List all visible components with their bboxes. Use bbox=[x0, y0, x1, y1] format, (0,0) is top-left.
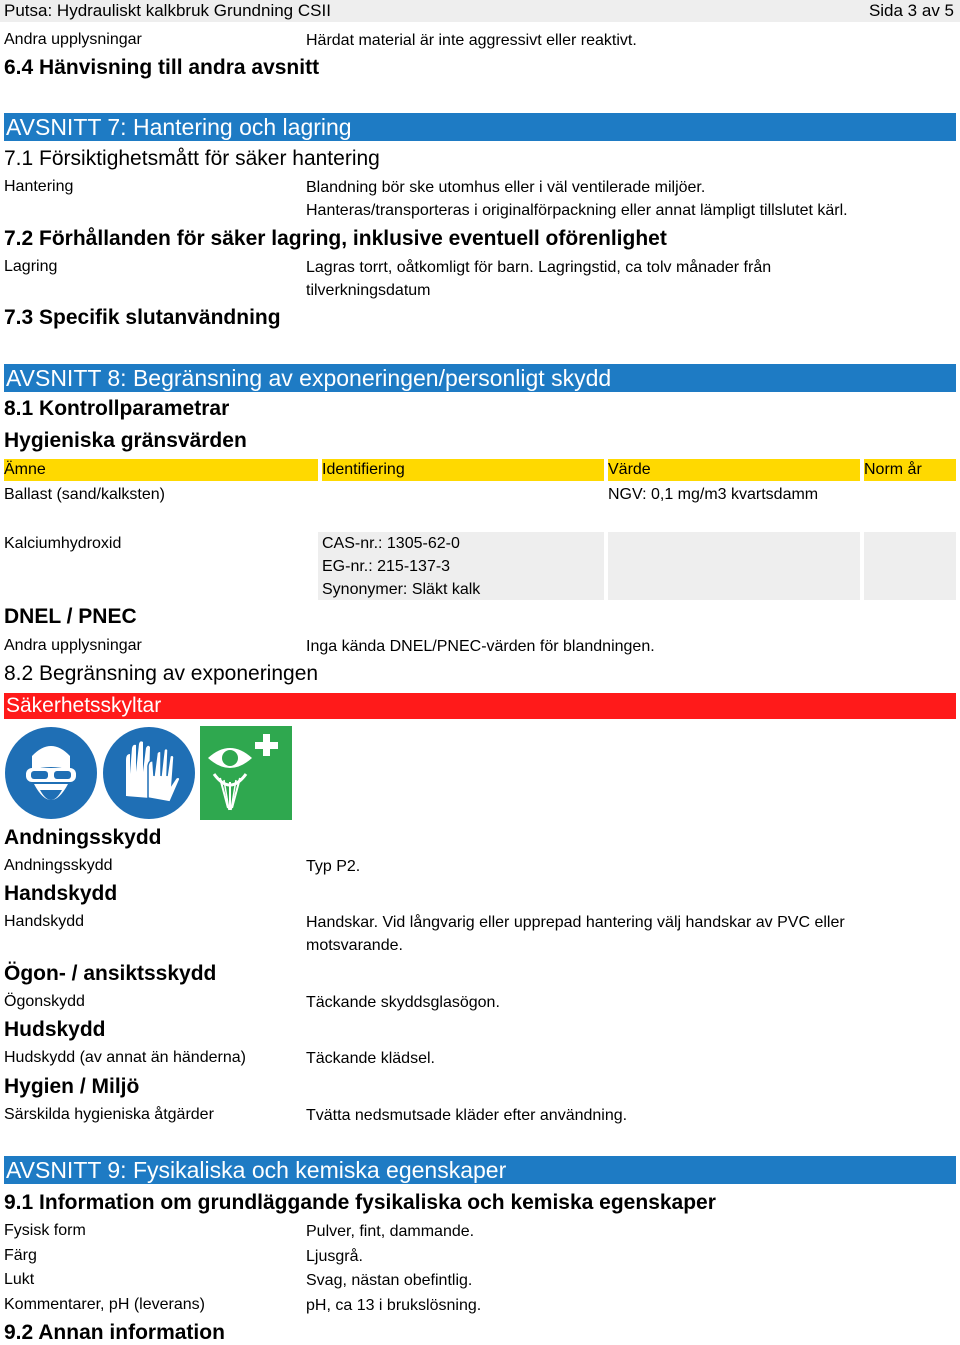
row1-substance: Ballast (sand/kalksten) bbox=[4, 486, 165, 503]
document-title: Putsa: Hydrauliskt kalkbruk Grundning CSII bbox=[4, 1, 331, 20]
prop-value: pH, ca 13 i brukslösning. bbox=[306, 1297, 482, 1314]
s8-skin-value: Täckande klädsel. bbox=[306, 1050, 435, 1067]
section9-banner: AVSNITT 9: Fysikaliska och kemiska egenskaper bbox=[4, 1156, 956, 1184]
s9-h91: 9.1 Information om grundläggande fysikaliska och kemiska egenskaper bbox=[4, 1191, 716, 1214]
row2-synonym: Synonymer: Släkt kalk bbox=[322, 581, 481, 598]
s8-hand-value: Handskar. Vid långvarig eller upprepad hantering välj handskar av PVC eller motsvarande. bbox=[306, 914, 845, 954]
safety-signs-banner: Säkerhetsskyltar bbox=[4, 693, 956, 719]
eyewash-icon bbox=[200, 726, 292, 820]
s8-hyg-heading: Hygieniska gränsvärden bbox=[4, 429, 247, 452]
s7-storage-label: Lagring bbox=[4, 258, 58, 275]
s8-resp-label: Andningsskydd bbox=[4, 857, 113, 874]
col-substance: Ämne bbox=[4, 459, 318, 481]
col-year: Norm år bbox=[864, 459, 956, 481]
s8-eye-label: Ögonskydd bbox=[4, 993, 85, 1010]
s8-dnel-heading: DNEL / PNEC bbox=[4, 605, 137, 628]
col-value: Värde bbox=[608, 459, 860, 481]
s7-handling-value-2: Hanteras/transporteras i originalförpackning eller annat lämpligt tillslutet kärl. bbox=[306, 202, 848, 219]
s6-ref-heading: 6.4 Hänvisning till andra avsnitt bbox=[4, 56, 320, 79]
prop-label: Kommentarer, pH (leverans) bbox=[4, 1296, 205, 1313]
s8-hand-heading: Handskydd bbox=[4, 882, 118, 905]
row2-substance: Kalciumhydroxid bbox=[4, 535, 122, 552]
col-identification: Identifiering bbox=[322, 459, 604, 481]
s8-h81: 8.1 Kontrollparametrar bbox=[4, 397, 230, 420]
s8-skin-heading: Hudskydd bbox=[4, 1018, 106, 1041]
s8-hygenv-heading: Hygien / Miljö bbox=[4, 1075, 140, 1098]
s9-h92: 9.2 Annan information bbox=[4, 1321, 225, 1344]
prop-label: Färg bbox=[4, 1247, 37, 1264]
limits-table-header bbox=[4, 459, 956, 481]
prop-label: Lukt bbox=[4, 1271, 35, 1288]
row2-value-cell bbox=[608, 532, 860, 600]
gloves-icon bbox=[102, 726, 196, 820]
row2-year-cell bbox=[864, 532, 956, 600]
s8-h82: 8.2 Begränsning av exponeringen bbox=[4, 662, 319, 685]
s8-dnel-label: Andra upplysningar bbox=[4, 637, 142, 654]
s8-dnel-value: Inga kända DNEL/PNEC-värden för blandningen. bbox=[306, 638, 655, 655]
s6-other-label: Andra upplysningar bbox=[4, 31, 142, 48]
s8-eye-heading: Ögon- / ansiktsskydd bbox=[4, 962, 217, 985]
s7-storage-value: Lagras torrt, oåtkomligt för barn. Lagringstid, ca tolv månader från tilverkningsdatum bbox=[306, 259, 772, 299]
s8-resp-value: Typ P2. bbox=[306, 858, 361, 875]
row2-cas: CAS-nr.: 1305-62-0 bbox=[322, 535, 460, 552]
s7-h73: 7.3 Specifik slutanvändning bbox=[4, 306, 281, 329]
s7-h72: 7.2 Förhållanden för säker lagring, inklusive eventuell oförenlighet bbox=[4, 227, 667, 250]
prop-label: Fysisk form bbox=[4, 1222, 86, 1239]
page-header bbox=[0, 0, 960, 22]
section8-banner: AVSNITT 8: Begränsning av exponeringen/personligt skydd bbox=[4, 364, 956, 392]
s8-skin-label: Hudskydd (av annat än händerna) bbox=[4, 1049, 246, 1066]
s8-resp-heading: Andningsskydd bbox=[4, 826, 162, 849]
s8-eye-value: Täckande skyddsglasögon. bbox=[306, 994, 500, 1011]
prop-value: Pulver, fint, dammande. bbox=[306, 1223, 475, 1240]
row2-eg: EG-nr.: 215-137-3 bbox=[322, 558, 451, 575]
prop-value: Ljusgrå. bbox=[306, 1248, 363, 1265]
row1-value: NGV: 0,1 mg/m3 kvartsdamm bbox=[608, 486, 819, 503]
s7-h71: 7.1 Försiktighetsmått för säker hantering bbox=[4, 147, 380, 170]
s6-other-value: Härdat material är inte aggressivt eller reaktivt. bbox=[306, 32, 637, 49]
s8-hyg-value: Tvätta nedsmutsade kläder efter användning. bbox=[306, 1107, 628, 1124]
prop-value: Svag, nästan obefintlig. bbox=[306, 1272, 473, 1289]
s7-handling-label: Hantering bbox=[4, 178, 74, 195]
goggles-mask-icon bbox=[4, 726, 98, 820]
s8-hand-label: Handskydd bbox=[4, 913, 85, 930]
page-number: Sida 3 av 5 bbox=[868, 1, 954, 20]
s7-handling-value-1: Blandning bör ske utomhus eller i väl ventilerade miljöer. bbox=[306, 179, 706, 196]
section7-banner: AVSNITT 7: Hantering och lagring bbox=[4, 113, 956, 141]
s8-hyg-label: Särskilda hygieniska åtgärder bbox=[4, 1106, 214, 1123]
